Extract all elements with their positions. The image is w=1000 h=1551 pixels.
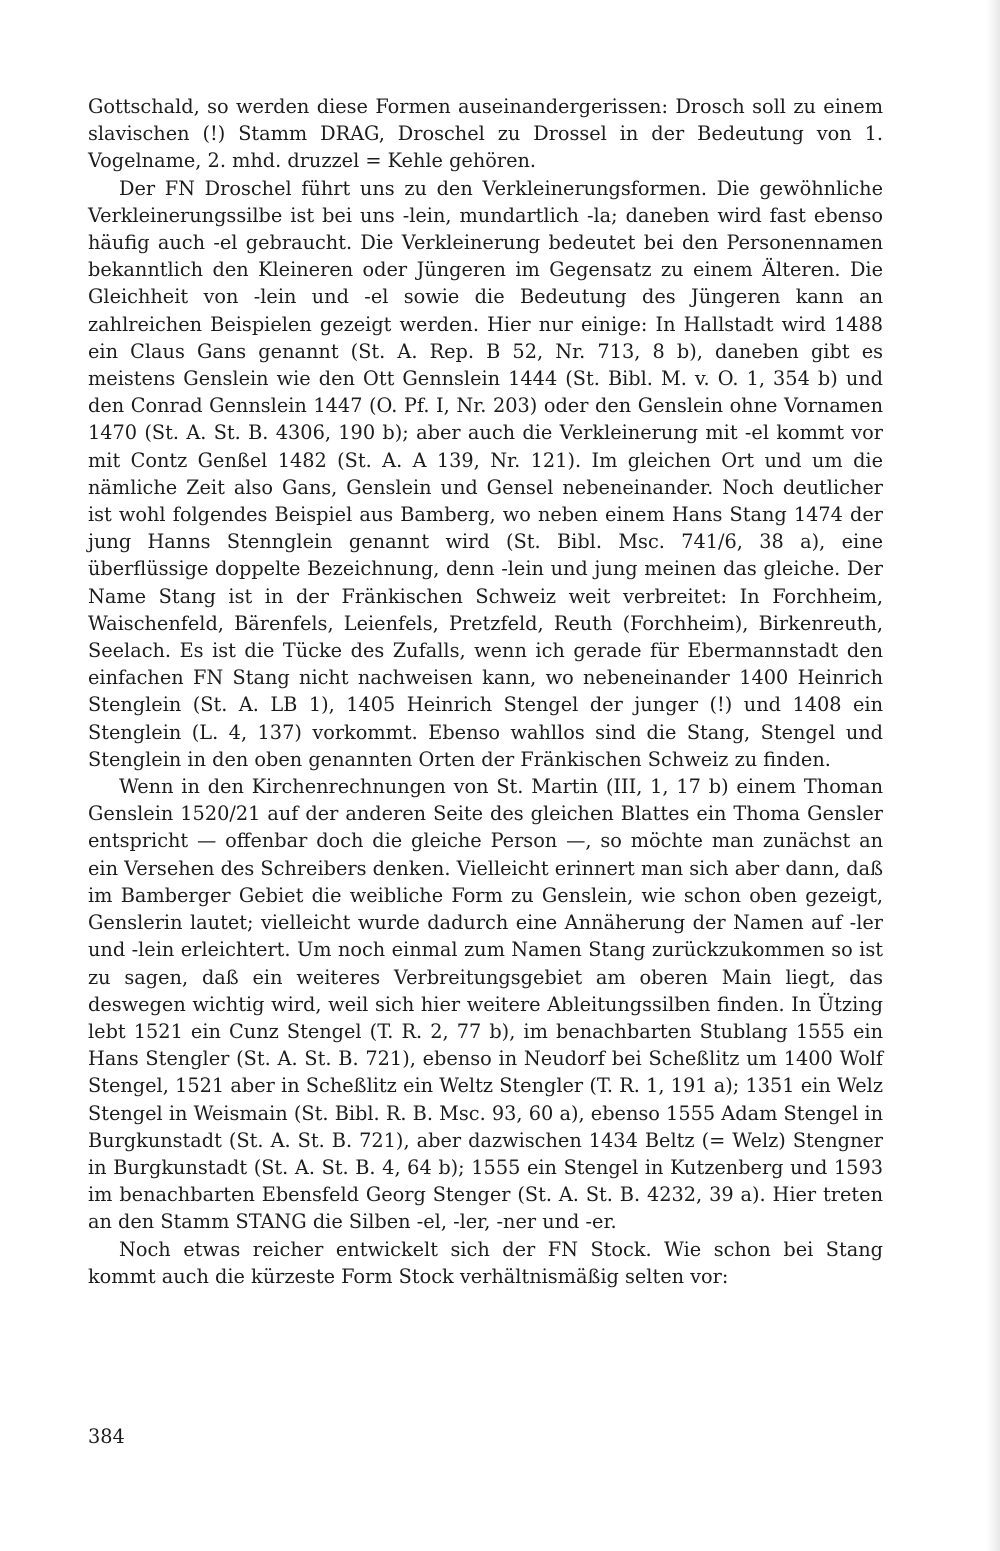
paragraph-stock: Noch etwas reicher entwickelt sich der FN Stock. Wie schon bei Stang kommt auch die kürzeste Form Stock verhältnismäßig selten vor: [88, 1237, 883, 1288]
page-edge-shadow [986, 0, 1000, 1551]
body-text [88, 93, 883, 1290]
paragraph-st-martin: Wenn in den Kirchenrechnungen von St. Martin (III, 1, 17 b) einem Thoman Genslein 1520/21 auf der anderen Seite des gleichen Blattes ein Thoma Gensler entspricht — offenbar doch die gleiche Person —, so möchte man zunächst an ein Versehen des Schreibers denken. Vielleicht erinnert man sich aber dann, daß im Bamberger Gebiet die weibliche Form zu Genslein, wie schon oben gezeigt, Genslerin lautet; vielleicht wurde dadurch eine Annäherung der Namen auf -ler und -lein erleichtert. Um noch einmal zum Namen Stang zurückzukommen so ist zu sagen, daß ein weiteres Verbreitungsgebiet am oberen Main liegt, das deswegen wichtig wird, weil sich hier weitere Ableitungssilben finden. In Ützing lebt 1521 ein Cunz Stengel (T. R. 2, 77 b), im benachbarten Stublang 1555 ein Hans Stengler (St. A. St. B. 721), ebenso in Neudorf bei Scheßlitz um 1400 Wolf Stengel, 1521 aber in Scheßlitz ein Weltz Stengler (T. R. 1, 191 a); 1351 ein Welz Stengel in Weismain (St. Bibl. R. B. Msc. 93, 60 a), ebenso 1555 Adam Stengel in Burgkunstadt (St. A. St. B. 721), aber dazwischen 1434 Beltz (= Welz) Stengner in Burgkunstadt (St. A. St. B. 4, 64 b); 1555 ein Stengel in Kutzenberg und 1593 im benachbarten Ebensfeld Georg Stenger (St. A. St. B. 4232, 39 a). Hier treten an den Stamm STANG die Silben -el, -ler, -ner und -er. [88, 775, 883, 1234]
paragraph-continuation: Gottschald, so werden diese Formen auseinandergerissen: Drosch soll zu einem slavischen (!) Stamm DRAG, Droschel zu Drossel in der Bedeutung von 1. Vogelname, 2. mhd. druzzel = Kehle gehören. [88, 95, 883, 173]
page-number: 384 [88, 1425, 125, 1448]
paragraph-diminutives: Der FN Droschel führt uns zu den Verkleinerungsformen. Die gewöhnliche Verkleinerungssilbe ist bei uns -lein, mundartlich -la; daneben wird fast ebenso häufig auch -el gebraucht. Die Verkleinerung bedeutet bei den Personennamen bekanntlich den Kleineren oder Jüngeren im Gegensatz zu einem Älteren. Die Gleichheit von -lein und -el sowie die Bedeutung des Jüngeren kann an zahlreichen Beispielen gezeigt werden. Hier nur einige: In Hallstadt wird 1488 ein Claus Gans genannt (St. A. Rep. B 52, Nr. 713, 8 b), daneben gibt es meistens Genslein wie den Ott Gennslein 1444 (St. Bibl. M. v. O. 1, 354 b) und den Conrad Gennslein 1447 (O. Pf. I, Nr. 203) oder den Genslein ohne Vornamen 1470 (St. A. St. B. 4306, 190 b); aber auch die Verkleinerung mit -el kommt vor mit Contz Genßel 1482 (St. A. A 139, Nr. 121). Im gleichen Ort und um die nämliche Zeit also Gans, Genslein und Gensel nebeneinander. Noch deutlicher ist wohl folgendes Beispiel aus Bamberg, wo neben einem Hans Stang 1474 der jung Hanns Stennglein genannt wird (St. Bibl. Msc. 741/6, 38 a), eine überflüssige doppelte Bezeichnung, denn -lein und jung meinen das gleiche. Der Name Stang ist in der Fränkischen Schweiz weit verbreitet: In Forchheim, Waischenfeld, Bärenfels, Leienfels, Pretzfeld, Reuth (Forchheim), Birkenreuth, Seelach. Es ist die Tücke des Zufalls, wenn ich gerade für Ebermannstadt den einfachen FN Stang nicht nachweisen kann, wo nebeneinander 1400 Heinrich Stenglein (St. A. LB 1), 1405 Heinrich Stengel der junger (!) und 1408 ein Stenglein (L. 4, 137) vorkommt. Ebenso wahllos sind die Stang, Stengel und Stenglein in den oben genannten Orten der Fränkischen Schweiz zu finden. [88, 176, 883, 771]
